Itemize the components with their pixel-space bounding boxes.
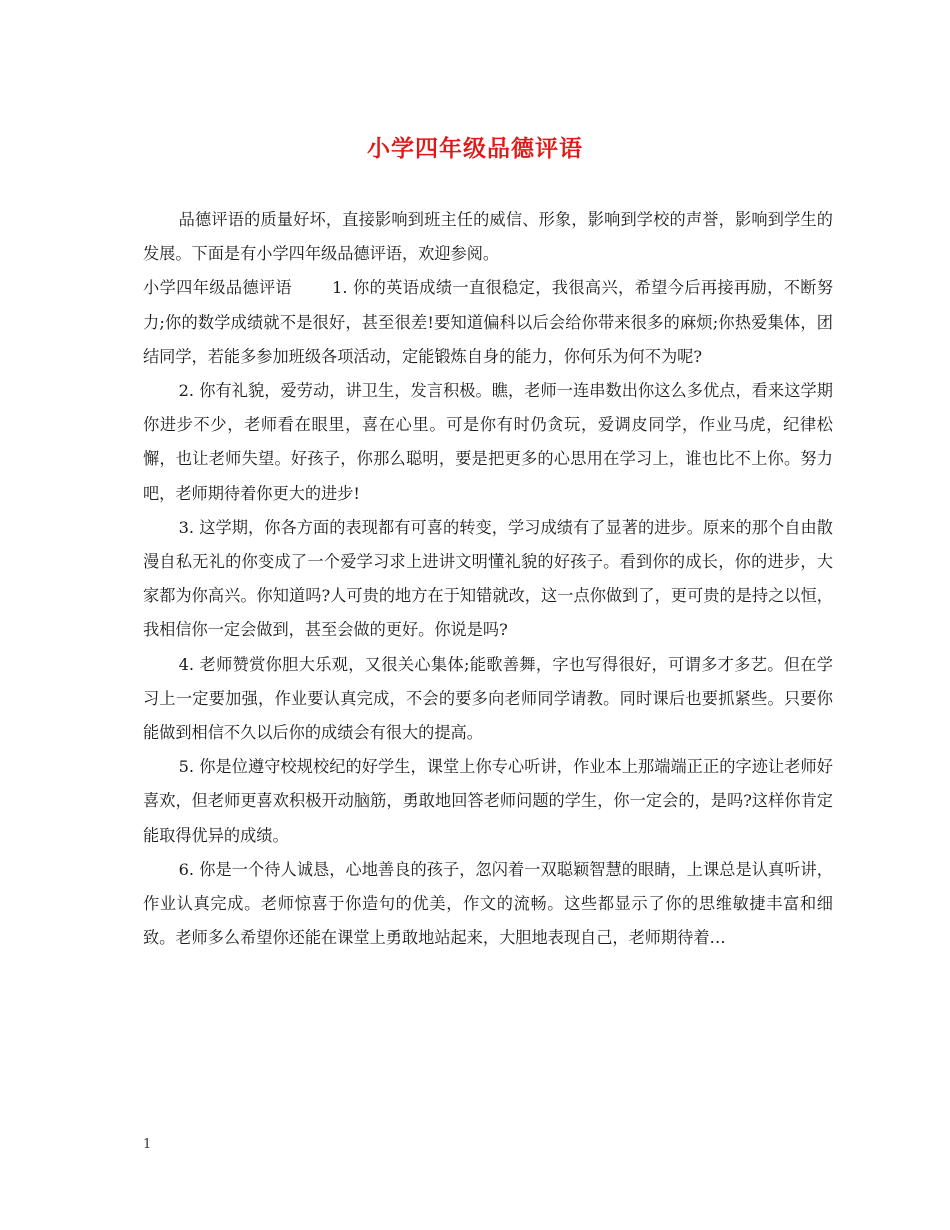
document-body bbox=[143, 203, 833, 955]
section-label: 小学四年级品德评语 bbox=[143, 278, 293, 298]
first-comment-paragraph bbox=[143, 271, 833, 374]
comment-4-paragraph: 4. 老师赞赏你胆大乐观，又很关心集体;能歌善舞，字也写得很好，可谓多才多艺。但在学习上一定要加强，作业要认真完成，不会的要多向老师同学请教。同时课后也要抓紧些。只要你能做到相信不久以后你的成绩会有很大的提高。 bbox=[143, 654, 833, 743]
comment-2-paragraph: 2. 你有礼貌，爱劳动，讲卫生，发言积极。瞧，老师一连串数出你这么多优点，看来这学期你进步不少，老师看在眼里，喜在心里。可是你有时仍贪玩，爱调皮同学，作业马虎，纪律松懈，也让老师失望。好孩子，你那么聪明，要是把更多的心思用在学习上，谁也比不上你。努力吧，老师期待着你更大的进步! bbox=[143, 381, 833, 503]
document-title: 小学四年级品德评语 bbox=[367, 135, 583, 162]
comment-5-paragraph: 5. 你是位遵守校规校纪的好学生，课堂上你专心听讲，作业本上那端端正正的字迹让老师好喜欢，但老师更喜欢积极开动脑筋，勇敢地回答老师问题的学生，你一定会的，是吗?这样你肯定能取得优异的成绩。 bbox=[143, 757, 833, 845]
page-number: 1 bbox=[143, 1137, 152, 1152]
comment-1-text: 1. 你的英语成绩一直很稳定，我很高兴，希望今后再接再励，不断努力;你的数学成绩就不是很好，甚至很差!要知道偏科以后会给你带来很多的麻烦;你热爱集体，团结同学，若能多参加班级各项活动，定能锻炼自身的能力，你何乐为何不为呢? bbox=[143, 278, 834, 366]
intro-paragraph: 品德评语的质量好坏，直接影响到班主任的威信、形象，影响到学校的声誉，影响到学生的发展。下面是有小学四年级品德评语，欢迎参阅。 bbox=[143, 210, 833, 264]
comment-3-paragraph: 3. 这学期，你各方面的表现都有可喜的转变，学习成绩有了显著的进步。原来的那个自由散漫自私无礼的你变成了一个爱学习求上进讲文明懂礼貌的好孩子。看到你的成长，你的进步，大家都为你高兴。你知道吗?人可贵的地方在于知错就改，这一点你做到了，更可贵的是持之以恒，我相信你一定会做到，甚至会做的更好。你说是吗? bbox=[143, 517, 833, 640]
comment-6-paragraph: 6. 你是一个待人诚恳，心地善良的孩子，忽闪着一双聪颖智慧的眼睛，上课总是认真听讲，作业认真完成。老师惊喜于你造句的优美，作文的流畅。这些都显示了你的思维敏捷丰富和细致。老师多么希望你还能在课堂上勇敢地站起来，大胆地表现自己，老师期待着… bbox=[143, 859, 833, 948]
